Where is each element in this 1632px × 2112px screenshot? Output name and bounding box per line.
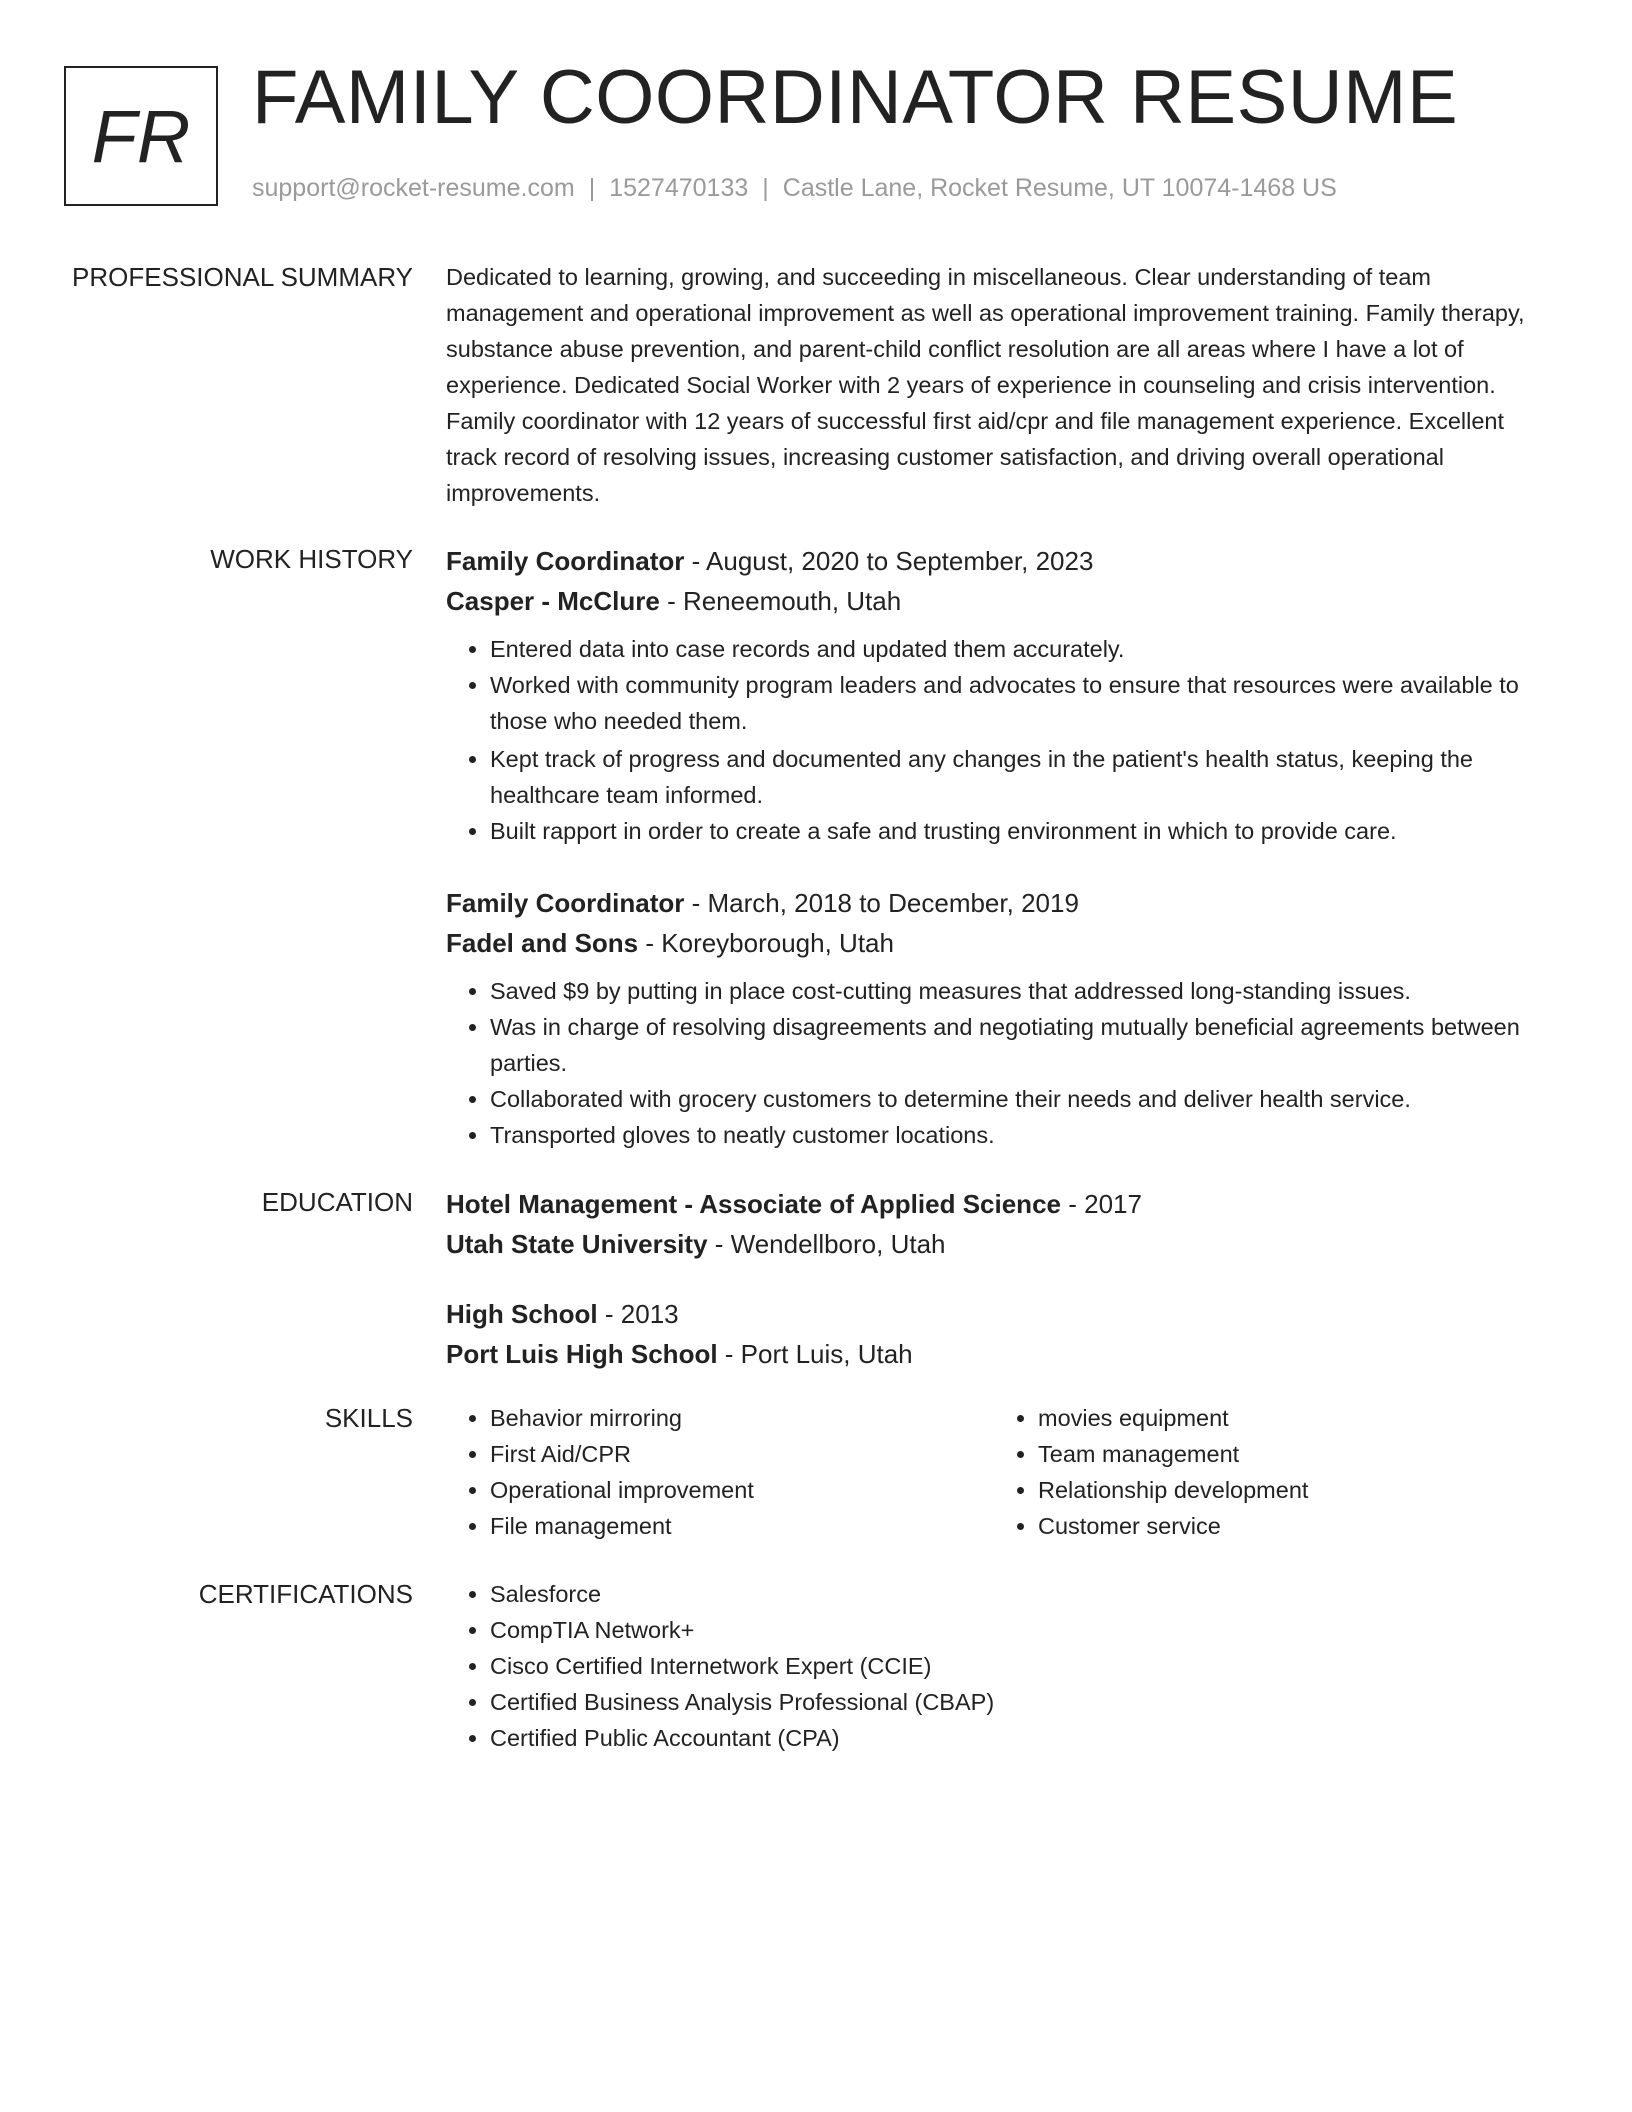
section-heading: PROFESSIONAL SUMMARY bbox=[72, 262, 413, 292]
monogram-initials: FR bbox=[91, 94, 191, 178]
job-dates: - August, 2020 to September, 2023 bbox=[684, 546, 1094, 576]
degree-line bbox=[446, 1184, 1546, 1224]
contact-separator: | bbox=[762, 174, 769, 202]
skills-list-left bbox=[446, 1400, 994, 1544]
certifications-list bbox=[446, 1576, 1546, 1756]
list-item: • Saved $9 by putting in place cost-cutting measures that addressed long-standing issues. bbox=[490, 973, 1546, 1009]
job-title: Family Coordinator bbox=[446, 888, 685, 918]
skill-item: • First Aid/CPR bbox=[490, 1436, 994, 1472]
skill-item: • Behavior mirroring bbox=[490, 1400, 994, 1436]
resume-title: FAMILY COORDINATOR RESUME bbox=[252, 55, 1459, 140]
school: Utah State University bbox=[446, 1229, 708, 1259]
education-entry bbox=[446, 1294, 1546, 1374]
job-location: - Koreyborough, Utah bbox=[638, 928, 894, 958]
degree-year: - 2017 bbox=[1061, 1189, 1142, 1219]
list-item: • Transported gloves to neatly customer locations. bbox=[490, 1117, 1546, 1153]
job-title-line bbox=[446, 541, 1546, 581]
list-item: • Collaborated with grocery customers to determine their needs and deliver health service. bbox=[490, 1081, 1546, 1117]
certification-item: • Certified Public Accountant (CPA) bbox=[490, 1720, 1546, 1756]
monogram-logo bbox=[64, 66, 218, 206]
job-bullets bbox=[446, 631, 1546, 849]
job-company-line bbox=[446, 923, 1546, 963]
job-location: - Reneemouth, Utah bbox=[659, 586, 902, 616]
job-company-line bbox=[446, 581, 1546, 621]
section-heading: CERTIFICATIONS bbox=[198, 1579, 413, 1609]
job-company: Casper - McClure bbox=[446, 586, 660, 616]
school: Port Luis High School bbox=[446, 1339, 718, 1369]
skill-item: • File management bbox=[490, 1508, 994, 1544]
job-dates: - March, 2018 to December, 2019 bbox=[684, 888, 1079, 918]
degree-line bbox=[446, 1294, 1546, 1334]
section-heading: EDUCATION bbox=[261, 1187, 413, 1217]
skill-item: • Team management bbox=[1038, 1436, 1542, 1472]
skill-item: • Operational improvement bbox=[490, 1472, 994, 1508]
job-entry bbox=[446, 883, 1546, 1153]
degree: Hotel Management - Associate of Applied Science bbox=[446, 1189, 1061, 1219]
certification-item: • Cisco Certified Internetwork Expert (CCIE) bbox=[490, 1648, 1546, 1684]
list-item: • Kept track of progress and documented any changes in the patient's health status, keeping the healthcare team informed. bbox=[490, 741, 1546, 813]
job-entry bbox=[446, 541, 1546, 849]
education-body bbox=[446, 1184, 1546, 1404]
school-location: - Port Luis, Utah bbox=[717, 1339, 913, 1369]
list-item: • Worked with community program leaders and advocates to ensure that resources were available to those who needed them. bbox=[490, 667, 1546, 739]
certification-item: • CompTIA Network+ bbox=[490, 1612, 1546, 1648]
contact-separator: | bbox=[588, 174, 596, 202]
section-heading: WORK HISTORY bbox=[210, 544, 413, 574]
section-heading: SKILLS bbox=[324, 1403, 413, 1433]
certifications-body bbox=[446, 1576, 1546, 1756]
school-location: - Wendellboro, Utah bbox=[707, 1229, 946, 1259]
education-entry bbox=[446, 1184, 1546, 1264]
skill-item: • Relationship development bbox=[1038, 1472, 1542, 1508]
certification-item: • Certified Business Analysis Professional (CBAP) bbox=[490, 1684, 1546, 1720]
skill-item: • movies equipment bbox=[1038, 1400, 1542, 1436]
school-line bbox=[446, 1334, 1546, 1374]
degree-year: - 2013 bbox=[597, 1299, 679, 1329]
list-item: • Entered data into case records and updated them accurately. bbox=[490, 631, 1546, 667]
summary-text: Dedicated to learning, growing, and succeeding in miscellaneous. Clear understanding of team management and operational improvement as well as operational improvement training. Family therapy, substance abuse prevention, and parent-child conflict resolution are all areas where I have a lot of experience. Dedicated Social Worker with 2 years of experience in counseling and crisis intervention. Family coordinator with 12 years of successful first aid/cpr and file management experience. Excellent track record of resolving issues, increasing customer satisfaction, and driving overall operational improvements. bbox=[446, 264, 1525, 506]
job-company: Fadel and Sons bbox=[446, 928, 639, 958]
job-title-line bbox=[446, 883, 1546, 923]
summary-body bbox=[446, 259, 1546, 511]
list-item: • Was in charge of resolving disagreements and negotiating mutually beneficial agreements between parties. bbox=[490, 1009, 1546, 1081]
degree: High School bbox=[446, 1299, 598, 1329]
skills-body bbox=[446, 1400, 1546, 1544]
skills-list-right bbox=[994, 1400, 1542, 1544]
skill-item: • Customer service bbox=[1038, 1508, 1542, 1544]
contact-phone[interactable]: 1527470133 bbox=[609, 174, 749, 202]
work-history-body bbox=[446, 541, 1546, 1187]
contact-address: Castle Lane, Rocket Resume, UT 10074-1468 US bbox=[782, 174, 1337, 202]
contact-line bbox=[252, 174, 1337, 203]
contact-email[interactable]: support@rocket-resume.com bbox=[252, 174, 575, 202]
certification-item: • Salesforce bbox=[490, 1576, 1546, 1612]
list-item: • Built rapport in order to create a safe and trusting environment in which to provide care. bbox=[490, 813, 1546, 849]
school-line bbox=[446, 1224, 1546, 1264]
job-title: Family Coordinator bbox=[446, 546, 685, 576]
job-bullets bbox=[446, 973, 1546, 1153]
